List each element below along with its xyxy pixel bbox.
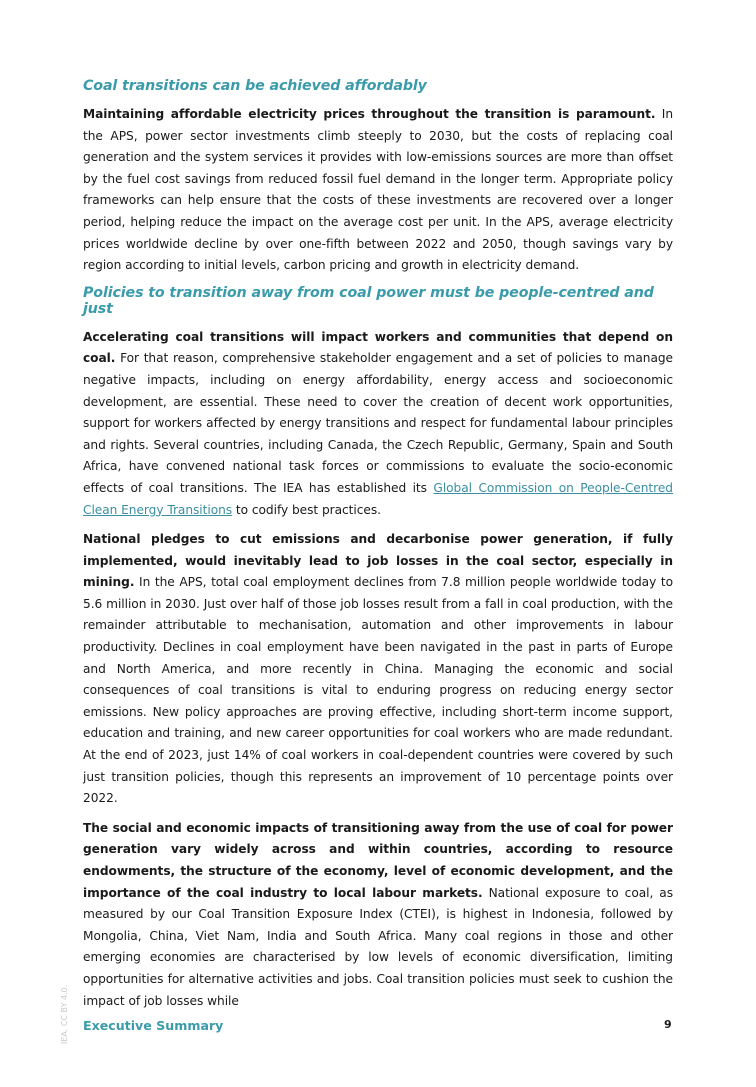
global-commission-link[interactable]: Global Commission on People-Centred Clean Energy Transitions <box>83 480 673 517</box>
paragraph-lead: The social and economic impacts of transitioning away from the use of coal for power generation vary widely across and within countries, according to resource endowments, the structure of the economy, level of economic development, and the importance of the coal industry to local labour markets. <box>83 820 673 900</box>
section-heading: Coal transitions can be achieved affordably <box>83 78 427 94</box>
paragraph-lead: Maintaining affordable electricity prices throughout the transition is paramount. <box>83 107 656 121</box>
section-heading: Policies to transition away from coal power must be people-centred and just <box>83 284 654 317</box>
paragraph-lead: Accelerating coal transitions will impact workers and communities that depend on coal. <box>83 329 673 366</box>
paragraph <box>83 818 673 1012</box>
paragraph-body: For that reason, comprehensive stakeholder engagement and a set of policies to manage negative impacts, including on energy affordability, energy access and socioeconomic development, are essential. These need to cover the creation of decent work opportunities, support for workers affected by energy transitions and respect for fundamental labour principles and rights. Several countries, including Canada, the Czech Republic, Germany, Spain and South Africa, have convened national task forces or commissions to evaluate the socio-economic effects of coal transitions. The IEA has established its <box>83 351 673 495</box>
paragraph-lead: National pledges to cut emissions and decarbonise power generation, if fully implemented, would inevitably lead to job losses in the coal sector, especially in mining. <box>83 532 673 590</box>
paragraph <box>83 327 673 521</box>
paragraph-body-end: to codify best practices. <box>232 502 381 517</box>
paragraph <box>83 104 673 277</box>
footer-section-title: Executive Summary <box>83 1018 224 1033</box>
paragraph-body: National exposure to coal, as measured by our Coal Transition Exposure Index (CTEI), is highest in Indonesia, followed by Mongolia, China, Viet Nam, India and South Africa. Many coal regions in those and other emerging economies are characterised by low levels of economic diversification, limiting opportunities for alternative activities and jobs. Coal transition policies must seek to cushion the impact of job losses while <box>83 885 674 1008</box>
license-note: IEA. CC BY 4.0. <box>60 984 69 1044</box>
paragraph-body: In the APS, power sector investments climb steeply to 2030, but the costs of replacing coal generation and the system services it provides with low-emissions sources are more than offset by the fuel cost savings from reduced fossil fuel demand in the longer term. Appropriate policy frameworks can help ensure that the costs of these investments are recovered over a longer period, helping reduce the impact on the average cost per unit. In the APS, average electricity prices worldwide decline by over one-fifth between 2022 and 2050, though savings vary by region according to initial levels, carbon pricing and growth in electricity demand. <box>83 107 673 273</box>
page-number: 9 <box>664 1018 672 1031</box>
paragraph <box>83 529 673 810</box>
paragraph-body: In the APS, total coal employment declines from 7.8 million people worldwide today to 5.6 million in 2030. Just over half of those job losses result from a fall in coal production, with the remainder attributable to mechanisation, automation and other improvements in labour productivity. Declines in coal employment have been navigated in the past in parts of Europe and North America, and more recently in China. Managing the economic and social consequences of coal transitions is vital to enduring progress on reducing energy sector emissions. New policy approaches are proving effective, including short-term income support, education and training, and new career opportunities for coal workers who are made redundant. At the end of 2023, just 14% of coal workers in coal-dependent countries were covered by such just transition policies, though this represents an improvement of 10 percentage points over 2022. <box>83 575 673 806</box>
page-content <box>83 78 673 1020</box>
